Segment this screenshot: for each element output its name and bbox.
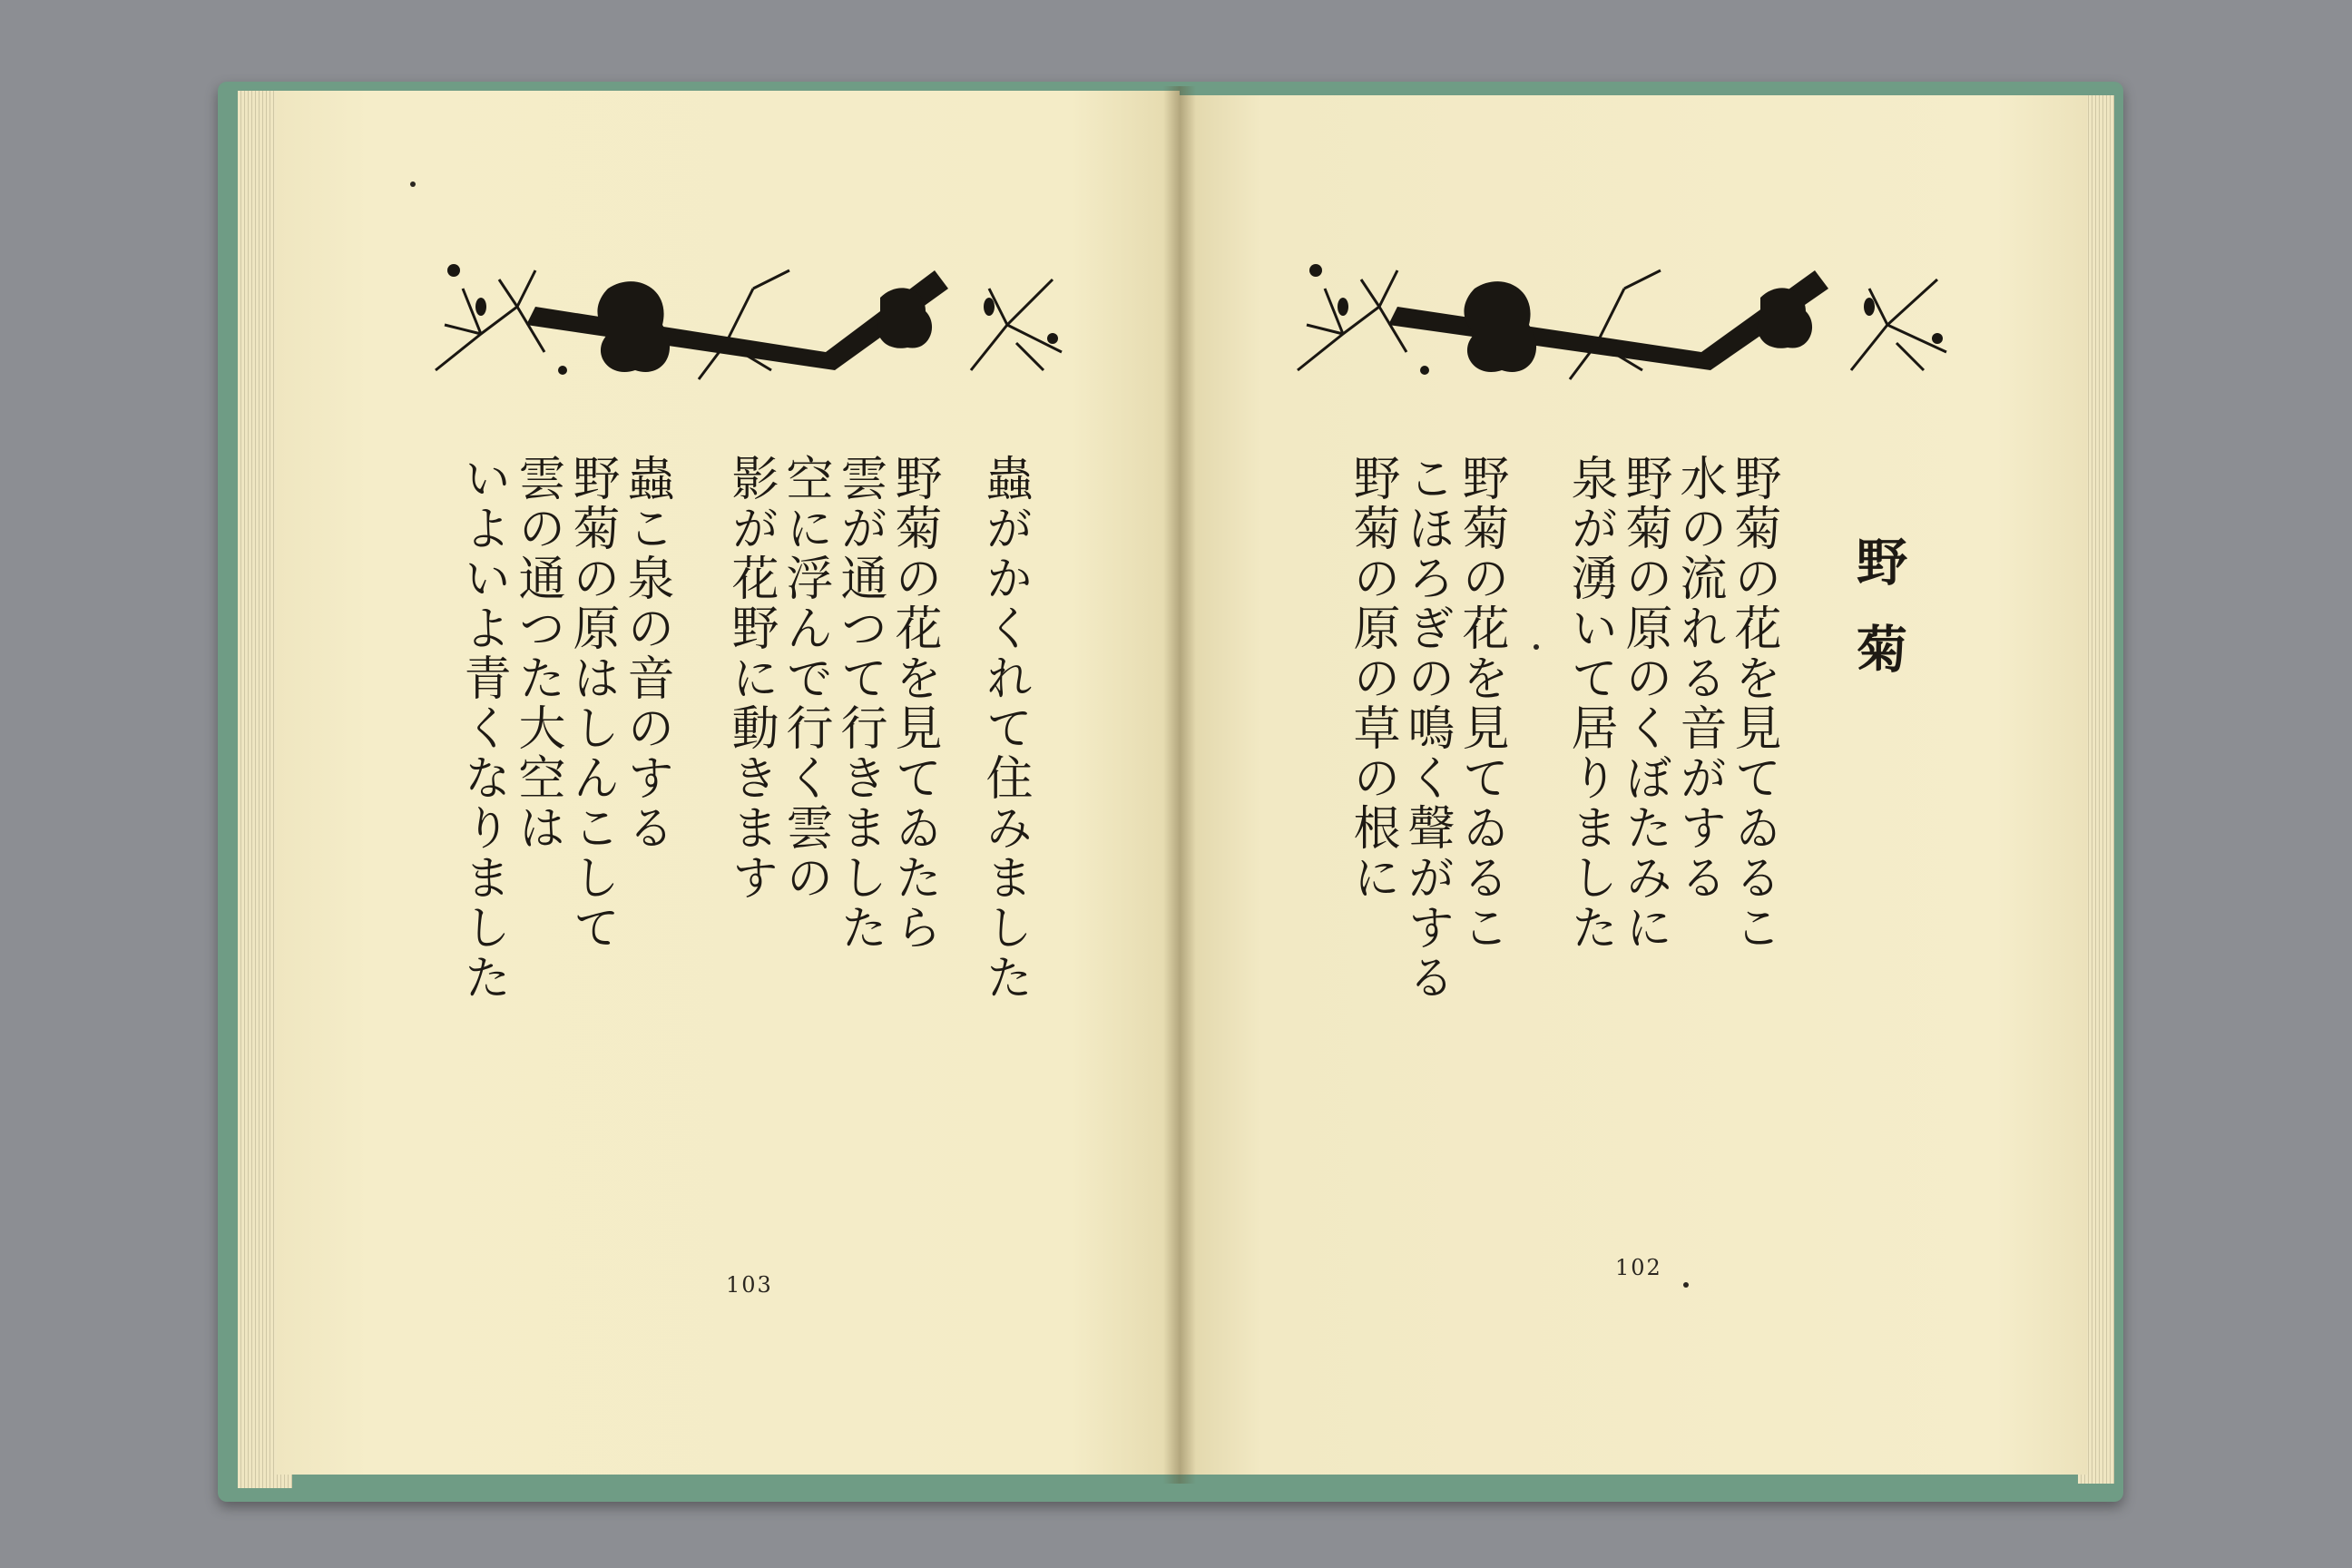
ink-speck — [1534, 644, 1539, 650]
left-line-9: いよいよ青くなりました — [456, 454, 510, 1003]
left-line-1: 蟲がかくれて住みました — [977, 454, 1032, 1003]
ink-speck — [1683, 1282, 1689, 1288]
left-line-4: 空に浮んで行く雲の — [778, 454, 832, 903]
page-number-left: 103 — [726, 1272, 773, 1298]
monkey-branch-woodcut-icon — [1289, 252, 1955, 388]
right-line-2: 水の流れる音がする — [1671, 454, 1726, 903]
monkey-branch-woodcut-icon — [426, 252, 1071, 388]
right-line-6: こほろぎの鳴く聲がする — [1399, 454, 1454, 1003]
page-number-right: 102 — [1615, 1255, 1662, 1280]
right-line-1: 野菊の花を見てゐるこ — [1726, 454, 1780, 953]
book-gutter — [1163, 86, 1196, 1484]
poem-title: 野菊 — [1848, 535, 1908, 710]
ink-speck — [410, 181, 416, 187]
left-line-3: 雲が通つて行きました — [832, 454, 887, 953]
left-line-2: 野菊の花を見てゐたら — [887, 454, 941, 953]
right-line-5: 野菊の花を見てゐるこ — [1454, 454, 1508, 953]
left-line-8: 雲の通つた大空は — [510, 454, 564, 853]
left-line-6: 蟲こ泉の音のする — [619, 454, 673, 853]
right-line-7: 野菊の原の草の根に — [1345, 454, 1399, 903]
left-line-5: 影が花野に動きます — [723, 454, 778, 903]
right-line-4: 泉が湧いて居りました — [1563, 454, 1617, 953]
right-line-3: 野菊の原のくぼたみに — [1617, 454, 1671, 953]
left-line-7: 野菊の原はしんこして — [564, 454, 619, 953]
